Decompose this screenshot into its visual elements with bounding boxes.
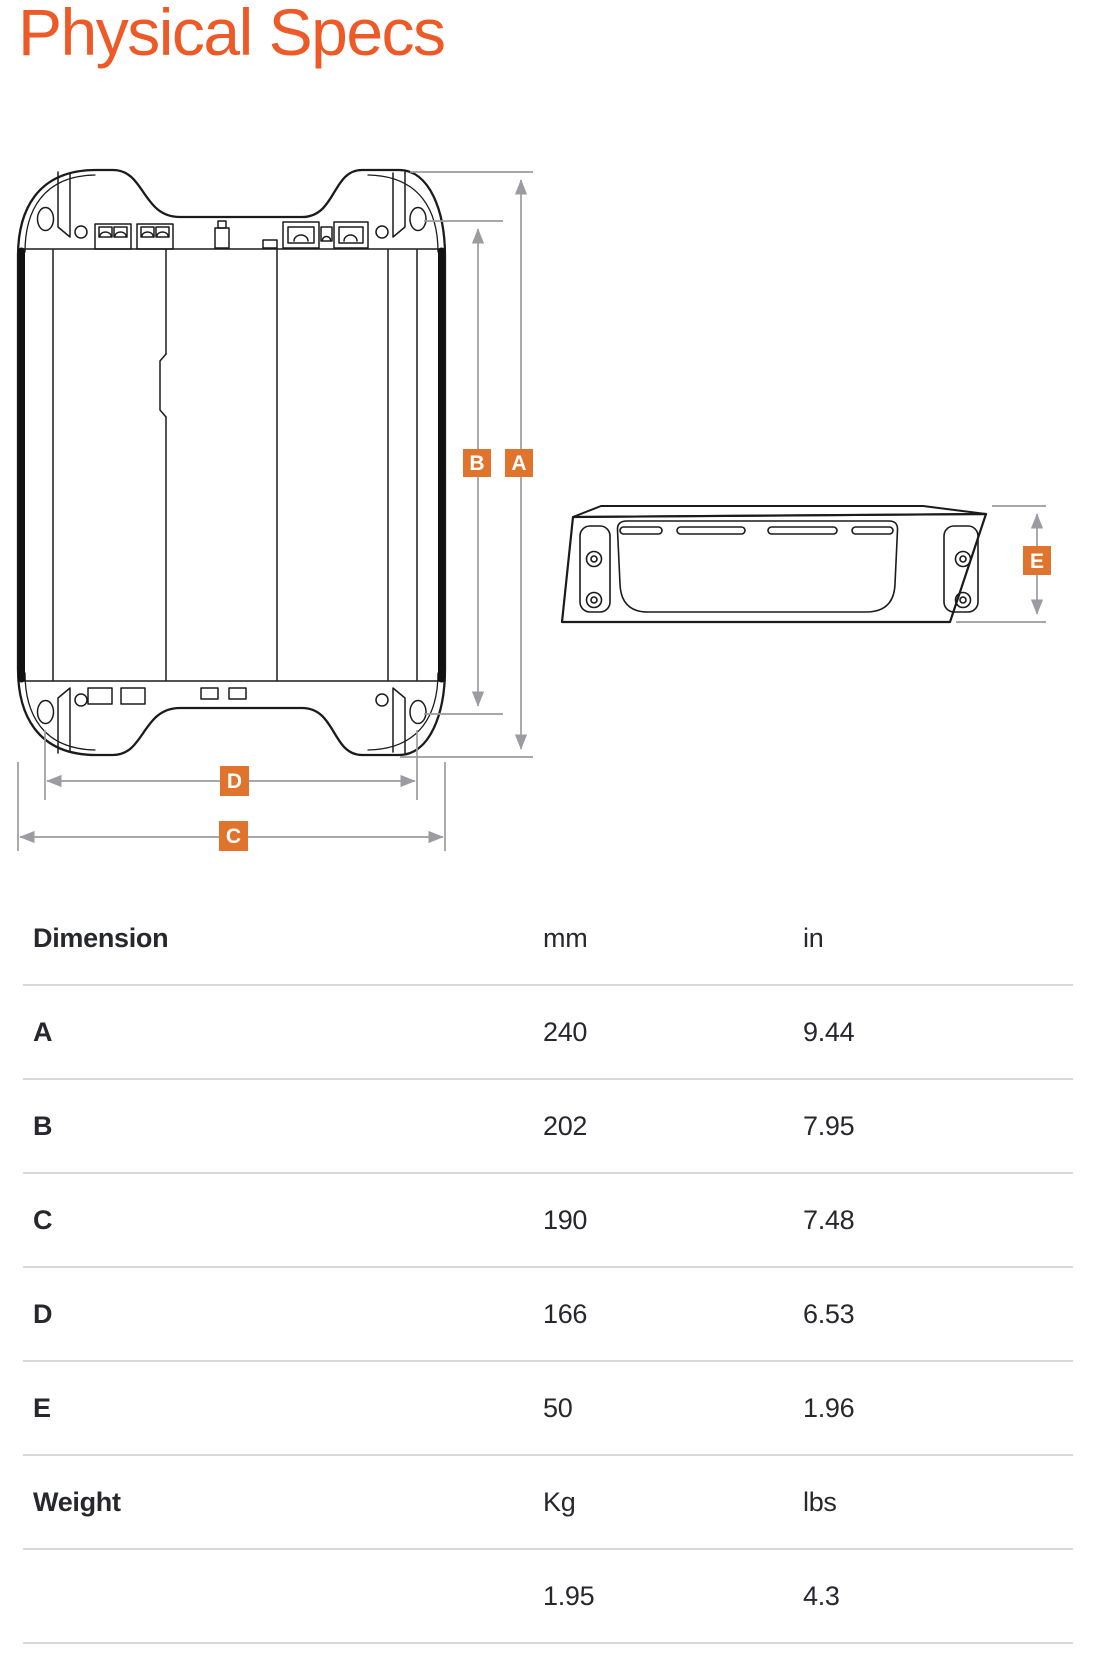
table-row xyxy=(23,985,1073,1079)
cell-dim: D xyxy=(23,1267,543,1361)
cell-in: 6.53 xyxy=(803,1267,1073,1361)
cell-mm: 190 xyxy=(543,1173,803,1267)
cell-dim: A xyxy=(23,985,543,1079)
dimension-diagram xyxy=(0,100,1096,860)
dim-badge-a xyxy=(505,449,533,477)
svg-text:D: D xyxy=(226,770,243,793)
header-mm: mm xyxy=(543,892,803,985)
table-row xyxy=(23,1173,1073,1267)
cell-dim: C xyxy=(23,1173,543,1267)
dim-badge-d xyxy=(220,766,249,796)
svg-text:E: E xyxy=(1029,550,1045,573)
cell-mm: 202 xyxy=(543,1079,803,1173)
svg-text:A: A xyxy=(511,452,527,475)
header-in: in xyxy=(803,892,1073,985)
terminal-blocks xyxy=(95,221,368,249)
dim-badge-c xyxy=(219,821,248,851)
top-view-outline xyxy=(18,170,445,755)
header-dimension: Dimension xyxy=(23,892,543,985)
dimension-badges xyxy=(219,449,1051,851)
cell-dim: B xyxy=(23,1079,543,1173)
spec-table xyxy=(23,892,1073,1644)
cell-mm: 1.95 xyxy=(543,1549,803,1643)
bottom-plate-slots xyxy=(88,688,246,704)
page-title: Physical Specs xyxy=(18,0,445,69)
cell-in: 1.96 xyxy=(803,1361,1073,1455)
cell-in: 9.44 xyxy=(803,985,1073,1079)
cell-mm: 240 xyxy=(543,985,803,1079)
table-row xyxy=(23,1361,1073,1455)
cell-dim: Weight xyxy=(23,1455,543,1549)
cell-mm: Kg xyxy=(543,1455,803,1549)
top-view-drawing xyxy=(18,170,445,755)
cell-mm: 166 xyxy=(543,1267,803,1361)
cell-in: 7.95 xyxy=(803,1079,1073,1173)
cell-in: 7.48 xyxy=(803,1173,1073,1267)
svg-text:B: B xyxy=(469,452,485,475)
table-row xyxy=(23,1267,1073,1361)
table-header-row xyxy=(23,892,1073,985)
svg-text:C: C xyxy=(225,825,242,848)
dim-badge-e xyxy=(1023,546,1051,575)
cell-in: 4.3 xyxy=(803,1549,1073,1643)
side-view-front-face xyxy=(562,514,986,622)
table-row xyxy=(23,1079,1073,1173)
table-row xyxy=(23,1549,1073,1643)
cell-in: lbs xyxy=(803,1455,1073,1549)
side-view-drawing xyxy=(562,506,986,622)
cell-mm: 50 xyxy=(543,1361,803,1455)
dimension-lines xyxy=(18,172,1046,851)
table-row xyxy=(23,1455,1073,1549)
dim-badge-b xyxy=(463,449,491,477)
cell-dim xyxy=(23,1549,543,1643)
cell-dim: E xyxy=(23,1361,543,1455)
